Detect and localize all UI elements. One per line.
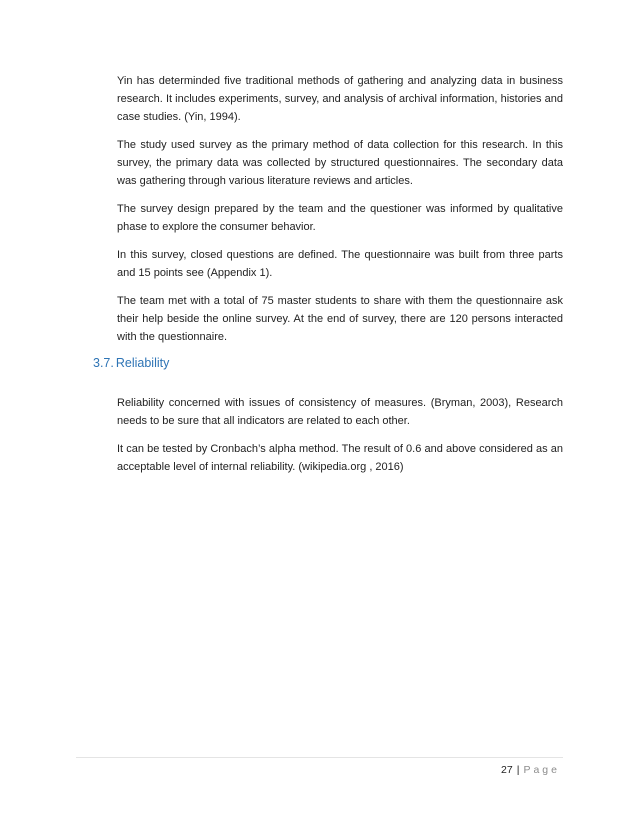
paragraph-participants: The team met with a total of 75 master students to share with them the questionnaire ask their help beside the online survey. At the end of survey, there are 120 persons interacted with the questionnaire. bbox=[117, 295, 563, 343]
footer-separator: | bbox=[516, 764, 520, 776]
page-footer bbox=[501, 764, 560, 776]
section-number: 3.7. bbox=[93, 356, 114, 370]
paragraph-reliability-definition: Reliability concerned with issues of consistency of measures. (Bryman, 2003), Research needs to be sure that all indicators are related to each other. bbox=[117, 397, 563, 427]
reliability-text-block bbox=[117, 394, 563, 486]
paragraph-closed-questions: In this survey, closed questions are defined. The questionnaire was built from three parts and 15 points see (Appendix 1). bbox=[117, 249, 563, 279]
paragraph-survey-method: The study used survey as the primary method of data collection for this research. In this survey, the primary data was collected by structured questionnaires. The secondary data was gathering through various literature reviews and articles. bbox=[117, 139, 563, 187]
footer-divider bbox=[76, 757, 563, 758]
paragraph-cronbach-alpha: It can be tested by Cronbach’s alpha method. The result of 0.6 and above considered as an acceptable level of internal reliability. (wikipedia.org , 2016) bbox=[117, 443, 563, 473]
section-heading-reliability bbox=[93, 356, 169, 370]
paragraph-data-methods: Yin has determinded five traditional methods of gathering and analyzing data in business research. It includes experiments, survey, and analysis of archival information, histories and case studies. (Yin, 1994). bbox=[117, 75, 563, 123]
section-title: Reliability bbox=[115, 356, 170, 370]
page-number: 27 bbox=[501, 764, 513, 776]
paragraph-survey-design: The survey design prepared by the team and the questioner was informed by qualitative phase to explore the consumer behavior. bbox=[117, 203, 563, 233]
methodology-text-block bbox=[117, 72, 563, 356]
page-label: Page bbox=[523, 764, 560, 776]
